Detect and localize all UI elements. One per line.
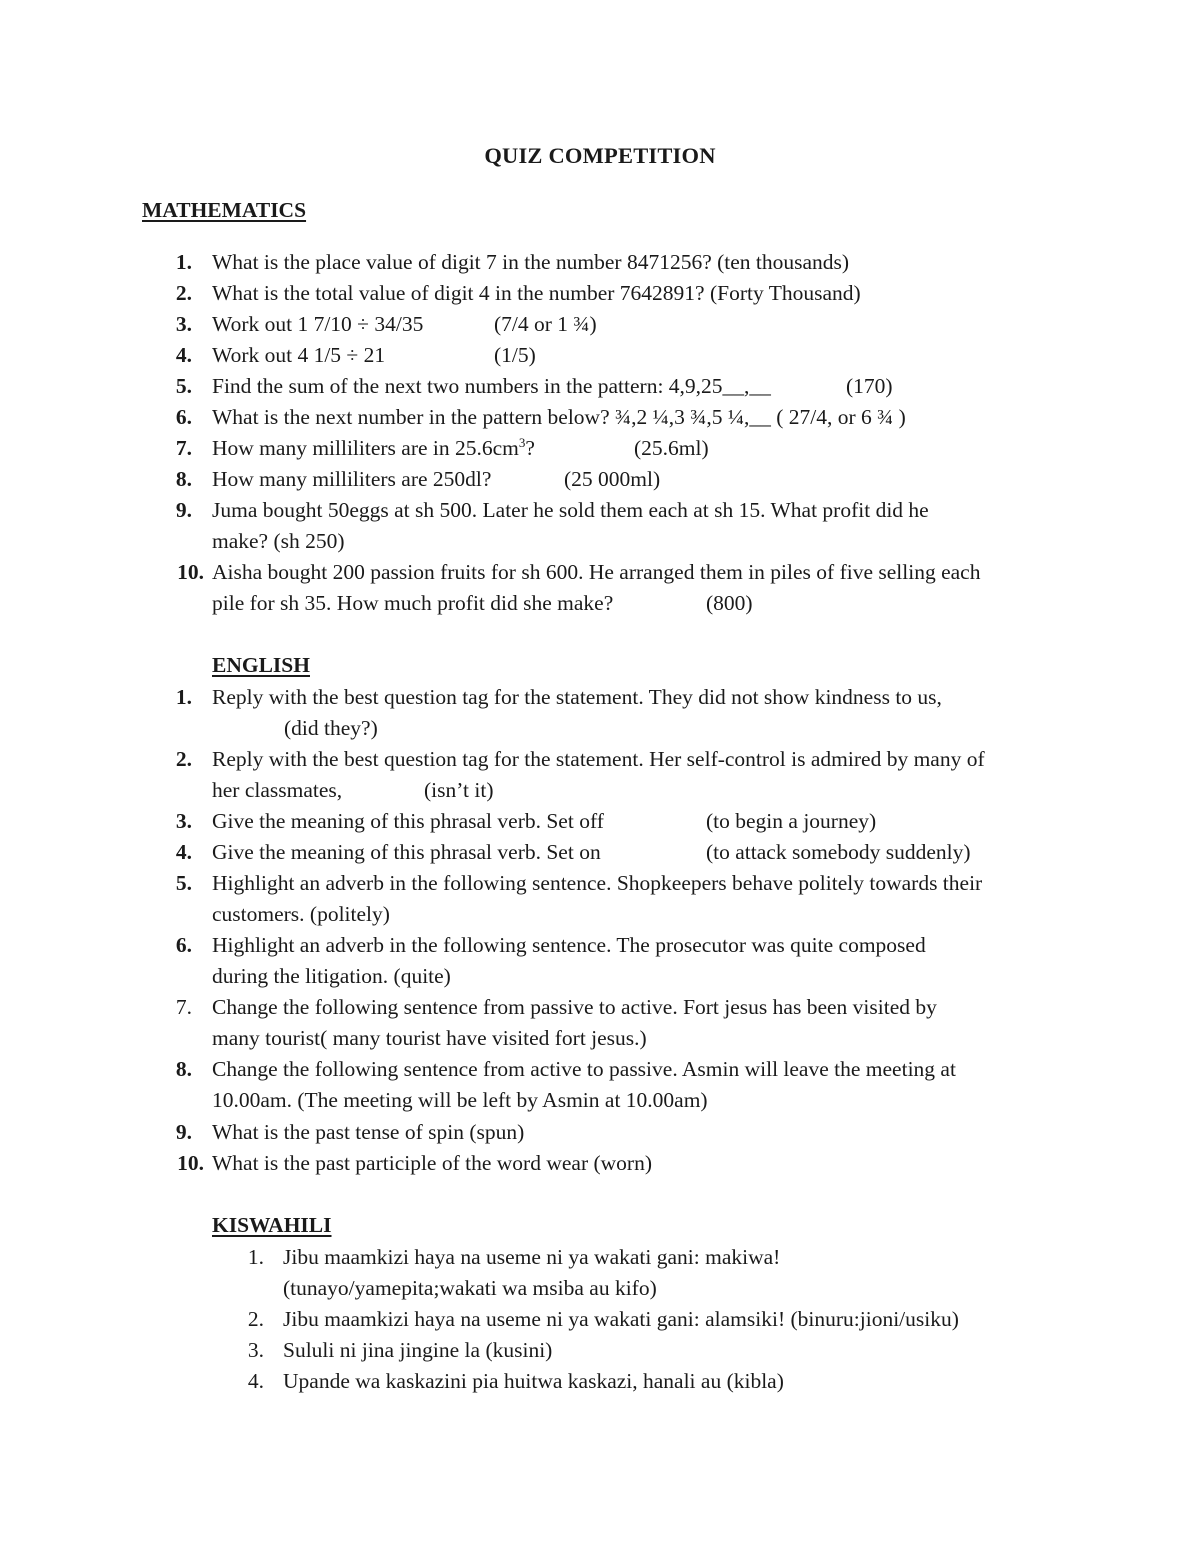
question-number: 1.: [247, 1245, 264, 1269]
question-text: Give the meaning of this phrasal verb. Set off: [212, 809, 604, 833]
question-answer: (did they?): [284, 716, 378, 740]
question-text: Upande wa kaskazini pia huitwa kaskazi, hanali au (kibla): [283, 1369, 784, 1393]
question-text-continued: many tourist( many tourist have visited fort jesus.): [212, 1026, 647, 1050]
question-text: What is the place value of digit 7 in the number 8471256? (ten thousands): [212, 250, 850, 274]
question-number: 9.: [175, 498, 192, 522]
section-heading-kiswahili: KISWAHILI: [212, 1213, 332, 1237]
question-answer: (25.6ml): [634, 436, 709, 460]
question-text: Change the following sentence from active to passive. Asmin will leave the meeting at: [212, 1057, 956, 1081]
question-answer: (isn’t it): [424, 778, 494, 802]
question-number: 2.: [175, 747, 192, 771]
question-text-continued: during the litigation. (quite): [212, 964, 451, 988]
question-number: 1.: [175, 685, 192, 709]
question-number: 1.: [175, 250, 192, 274]
question-text: How many milliliters are 250dl?: [212, 467, 492, 491]
question-text: Change the following sentence from passive to active. Fort jesus has been visited by: [212, 995, 937, 1019]
question-text: Reply with the best question tag for the statement. Her self-control is admired by many of: [212, 747, 985, 771]
question-number: 3.: [175, 809, 192, 833]
question-number: 10.: [177, 560, 204, 584]
question-text: Work out 1 7/10 ÷ 34/35: [212, 312, 424, 336]
superscript-exponent: 3: [518, 435, 526, 450]
question-text-continued: customers. (politely): [212, 902, 390, 926]
question-number: 2.: [247, 1307, 264, 1331]
section-heading-mathematics: MATHEMATICS: [142, 198, 307, 222]
question-number: 6.: [175, 933, 192, 957]
question-text: Find the sum of the next two numbers in the pattern: 4,9,25__,__: [212, 374, 771, 398]
question-number: 7.: [175, 995, 192, 1019]
question-text: What is the next number in the pattern below? ¾,2 ¼,3 ¾,5 ¼,__ ( 27/4, or 6 ¾ ): [212, 405, 906, 429]
question-text: Aisha bought 200 passion fruits for sh 600. He arranged them in piles of five selling each: [212, 560, 981, 584]
question-number: 9.: [175, 1120, 192, 1144]
question-answer: (1/5): [494, 343, 536, 367]
question-text: Highlight an adverb in the following sentence. The prosecutor was quite composed: [212, 933, 926, 957]
question-number: 3.: [247, 1338, 264, 1362]
question-text-continued: pile for sh 35. How much profit did she make?: [212, 591, 614, 615]
question-text-continued: (tunayo/yamepita;wakati wa msiba au kifo): [283, 1276, 657, 1300]
question-text: Sululi ni jina jingine la (kusini): [283, 1338, 553, 1362]
question-text: Jibu maamkizi haya na useme ni ya wakati gani: alamsiki! (binuru:jioni/usiku): [283, 1307, 959, 1331]
question-answer: (800): [706, 591, 753, 615]
question-number: 4.: [175, 840, 192, 864]
question-number: 8.: [175, 467, 192, 491]
question-number: 6.: [175, 405, 192, 429]
question-text: Juma bought 50eggs at sh 500. Later he sold them each at sh 15. What profit did he: [212, 498, 929, 522]
question-number: 5.: [175, 374, 192, 398]
question-answer: (170): [846, 374, 893, 398]
question-answer: (to begin a journey): [706, 809, 877, 833]
question-number: 8.: [175, 1057, 192, 1081]
question-answer: (25 000ml): [564, 467, 661, 491]
question-answer: (to attack somebody suddenly): [706, 840, 971, 864]
question-number: 10.: [177, 1151, 204, 1175]
question-text: What is the total value of digit 4 in the number 7642891? (Forty Thousand): [212, 281, 861, 305]
question-number: 7.: [175, 436, 192, 460]
question-number: 4.: [247, 1369, 264, 1393]
question-number: 5.: [175, 871, 192, 895]
question-text: How many milliliters are in $25.6cm^3$?: [212, 435, 535, 460]
question-text-continued: 10.00am. (The meeting will be left by Asmin at 10.00am): [212, 1088, 708, 1112]
question-text: Jibu maamkizi haya na useme ni ya wakati gani: makiwa!: [283, 1245, 781, 1269]
question-number: 3.: [175, 312, 192, 336]
question-number: 4.: [175, 343, 192, 367]
question-text: Work out 4 1/5 ÷ 21: [212, 343, 386, 367]
question-text: Give the meaning of this phrasal verb. Set on: [212, 840, 601, 864]
page-title: QUIZ COMPETITION: [484, 143, 716, 168]
question-text: What is the past participle of the word wear (worn): [212, 1151, 652, 1175]
section-heading-english: ENGLISH: [212, 653, 310, 677]
question-number: 2.: [175, 281, 192, 305]
question-text: Reply with the best question tag for the statement. They did not show kindness to us,: [212, 685, 942, 709]
question-answer: (7/4 or 1 ¾): [494, 312, 597, 336]
question-text: Highlight an adverb in the following sentence. Shopkeepers behave politely towards their: [212, 871, 983, 895]
question-text: What is the past tense of spin (spun): [212, 1120, 525, 1144]
question-text-continued: her classmates,: [212, 778, 343, 802]
question-text-continued: make? (sh 250): [212, 529, 345, 553]
